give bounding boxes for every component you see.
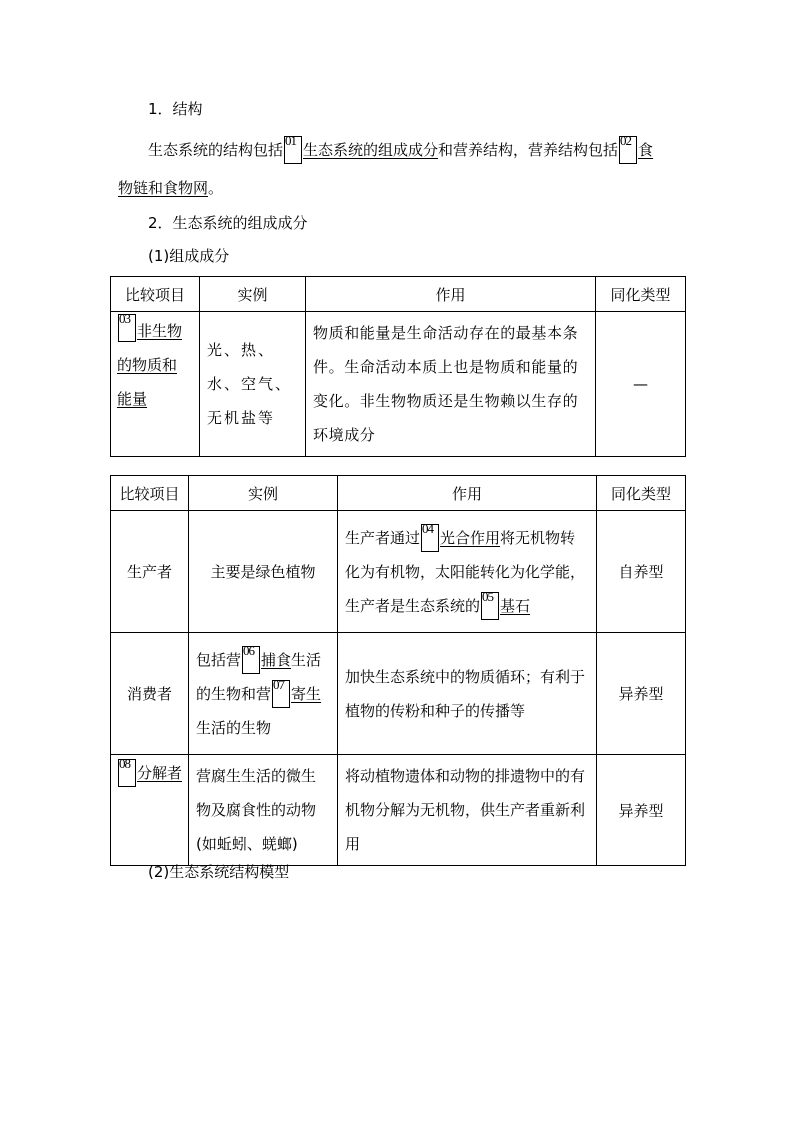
header-example: 实例 [189,476,338,511]
answer-number: 07 [273,676,285,692]
answer-number: 06 [243,642,255,658]
text: 生活的生物 [196,718,272,737]
role-cell [338,511,597,633]
type-cell: 异养型 [597,633,686,755]
answer-box [284,133,302,164]
answer-box [481,588,499,620]
item-cell [111,312,200,457]
answer-text: 的物质和 [117,356,178,374]
answer-number: 01 [285,133,297,148]
answer-number: 04 [422,520,434,536]
text: 生活的生物和营 [196,650,322,703]
answer-text: 光合作用 [440,528,501,547]
header-type: 同化类型 [596,277,686,312]
section2-subheading-1: (1)组成成分 [148,247,230,265]
section1-paragraph-line2 [118,177,223,199]
role-cell [338,633,597,755]
example-text: 光、热、水、空气、无机盐等 [207,341,293,427]
example-cell [189,755,338,866]
role-cell [306,312,596,457]
answer-text: 非生物 [137,322,183,340]
section1-paragraph-line1 [148,133,654,164]
answer-text: 物链和食物网 [118,179,209,197]
item-cell: 消费者 [111,633,189,755]
answer-number: 02 [620,133,632,148]
answer-box [421,520,439,552]
item-cell [111,755,189,866]
answer-text: 寄生 [291,684,322,703]
text: 生态系统的结构包括 [148,141,284,159]
example-cell [189,633,338,755]
answer-text: 生态系统的组成成分 [303,141,439,159]
answer-number: 05 [482,588,494,604]
answer-box [272,676,290,708]
example-cell: 主要是绿色植物 [189,511,338,633]
role-cell [338,755,597,866]
answer-text: 基石 [500,596,531,615]
header-type: 同化类型 [597,476,686,511]
type-cell: — [596,312,686,457]
type-cell: 异养型 [597,755,686,866]
example-text: 营腐生生活的微生物及腐食性的动物(如蚯蚓、蜣螂) [196,767,317,853]
section2-heading: 2．生态系统的组成成分 [148,214,308,232]
text: 生产者通过 [345,528,421,547]
type-cell: 自养型 [597,511,686,633]
producer-row [111,511,686,633]
section1-heading: 1．结构 [148,100,203,118]
biotic-table [110,475,686,866]
answer-text: 捕食 [261,650,292,669]
header-item: 比较项目 [111,476,189,511]
example-text [189,639,337,749]
text: 和营养结构，营养结构包括 [438,141,619,159]
example-cell [200,312,306,457]
answer-text: 能量 [117,390,148,408]
text: 。 [208,179,224,197]
role-text: 物质和能量是生命活动存在的最基本条件。生命活动本质上也是物质和能量的变化。非生物物质还是生物赖以生存的环境成分 [313,324,579,444]
section2-subheading-2: (2)生态系统结构模型 [148,863,290,881]
answer-number: 03 [119,311,130,326]
role-text: 将动植物遗体和动物的排遗物中的有机物分解为无机物，供生产者重新利用 [345,767,586,853]
answer-box [118,756,136,787]
abiotic-table [110,276,686,457]
decomposer-row [111,755,686,866]
answer-text: 食 [638,141,654,159]
role-text: 加快生态系统中的物质循环；有利于植物的传粉和种子的传播等 [345,667,586,720]
answer-box [118,311,136,342]
header-item: 比较项目 [111,277,200,312]
header-example: 实例 [200,277,306,312]
header-role: 作用 [338,476,597,511]
answer-text: 分解者 [137,764,183,782]
consumer-row [111,633,686,755]
role-text [338,517,596,627]
answer-number: 08 [119,756,130,771]
text: 将无机物转化为有机物，太阳能转化为化学能，生产者是生态系统的 [345,528,586,615]
text: 包括营 [196,650,242,669]
answer-box [619,133,637,164]
header-role: 作用 [306,277,596,312]
item-cell: 生产者 [111,511,189,633]
answer-box [242,642,260,674]
